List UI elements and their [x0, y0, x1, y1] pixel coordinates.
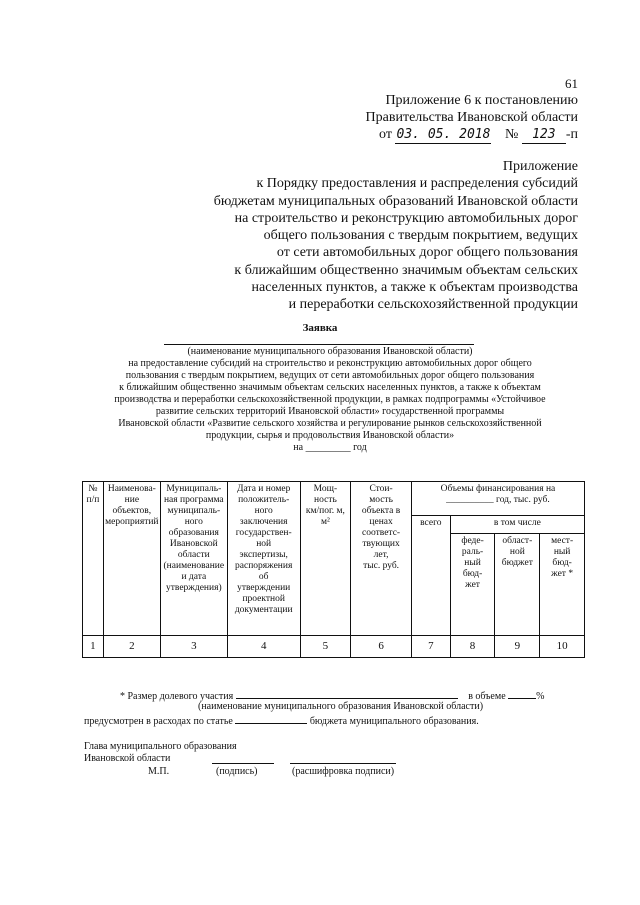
header-line2: Правительства Ивановской области [365, 110, 578, 125]
th-including: в том числе [450, 516, 584, 534]
th-program: Муниципаль- ная программа муниципаль- ного образования Ивановской области (наименование и дата утверждения) [160, 482, 227, 636]
org-name-line [164, 344, 474, 345]
decode-caption: (расшифровка подписи) [292, 766, 395, 777]
page-number: 61 [565, 76, 578, 91]
th-total: всего [411, 516, 450, 636]
th-local: мест- ный бюд- жет * [540, 534, 585, 636]
footer-org-caption: (наименование муниципального образования Ивановской области) [198, 701, 484, 712]
header-date: 03. 05. 2018 [396, 127, 491, 142]
sign-caption: (подпись) [216, 766, 258, 777]
th-federal: феде- раль- ный бюд- жет [450, 534, 495, 636]
col-num-5: 5 [300, 636, 351, 658]
decode-line [290, 763, 396, 764]
footer-share: * Размер долевого участия в объеме % [120, 691, 545, 702]
th-capacity: Мощ- ность км/пог. м, м² [300, 482, 351, 636]
header-line3: от 03. 05. 2018 № 123 -п [379, 127, 578, 142]
th-financing: Объемы финансирования на __________ год, тыс. руб. [411, 482, 584, 516]
request-body: (наименование муниципального образования Ивановской области) на предоставление субсидий на строительство и реконструкцию автомобильных дорог общего пользования с твердым покрытием, ведущих от сети автомобильных дорог общего пользования к ближайшим общественно значимым объектам сельских населенных пунктов, а также к объектам производства и переработки сельскохозяйственной продукции, в рамках подпрограммы «Устойчивое развитие сельских территорий Ивановской области» государственной программы Ивановской области «Развитие сельского хозяйства и регулирование рынков сельскохозяйственной продукции, сырья и продовольствия Ивановской области» на _________ год [60, 346, 600, 454]
col-num-7: 7 [411, 636, 450, 658]
col-num-8: 8 [450, 636, 495, 658]
sign-line [212, 763, 274, 764]
col-num-1: 1 [83, 636, 104, 658]
th-expertise: Дата и номер положитель- ного заключения государствен- ной экспертизы, распоряжения об утверждении проектной документации [227, 482, 300, 636]
header-block [366, 92, 578, 144]
th-regional: област- ной бюджет [495, 534, 540, 636]
doc-title: Заявка [302, 322, 338, 334]
year-line: на _________ год [293, 442, 367, 453]
footer-article: предусмотрен в расходах по статье бюджета муниципального образования. [84, 716, 479, 727]
header-line1: Приложение 6 к постановлению [385, 93, 578, 108]
th-cost: Стои- мость объекта в ценах соответс- твующих лет, тыс. руб. [351, 482, 412, 636]
th-num: № п/п [83, 482, 104, 636]
financing-table [82, 481, 585, 658]
col-num-3: 3 [160, 636, 227, 658]
appendix-block: Приложение к Порядку предоставления и распределения субсидий бюджетам муниципальных образований Ивановской области на строительство и реконструкцию автомобильных дорог общего пользования с твердым покрытием, ведущих от сети автомобильных дорог общего пользования к ближайшим общественно значимым объектам сельских населенных пунктов, а также к объектам производства и переработки сельскохозяйственной продукции [213, 159, 578, 313]
header-number: 123 [522, 126, 566, 144]
signature-title: Глава муниципального образования Ивановской области [84, 741, 237, 764]
col-num-4: 4 [227, 636, 300, 658]
col-num-6: 6 [351, 636, 412, 658]
mp-label: М.П. [148, 766, 170, 777]
col-num-2: 2 [103, 636, 160, 658]
col-num-9: 9 [495, 636, 540, 658]
col-num-10: 10 [540, 636, 585, 658]
th-objects: Наименова- ние объектов, мероприятий [103, 482, 160, 636]
